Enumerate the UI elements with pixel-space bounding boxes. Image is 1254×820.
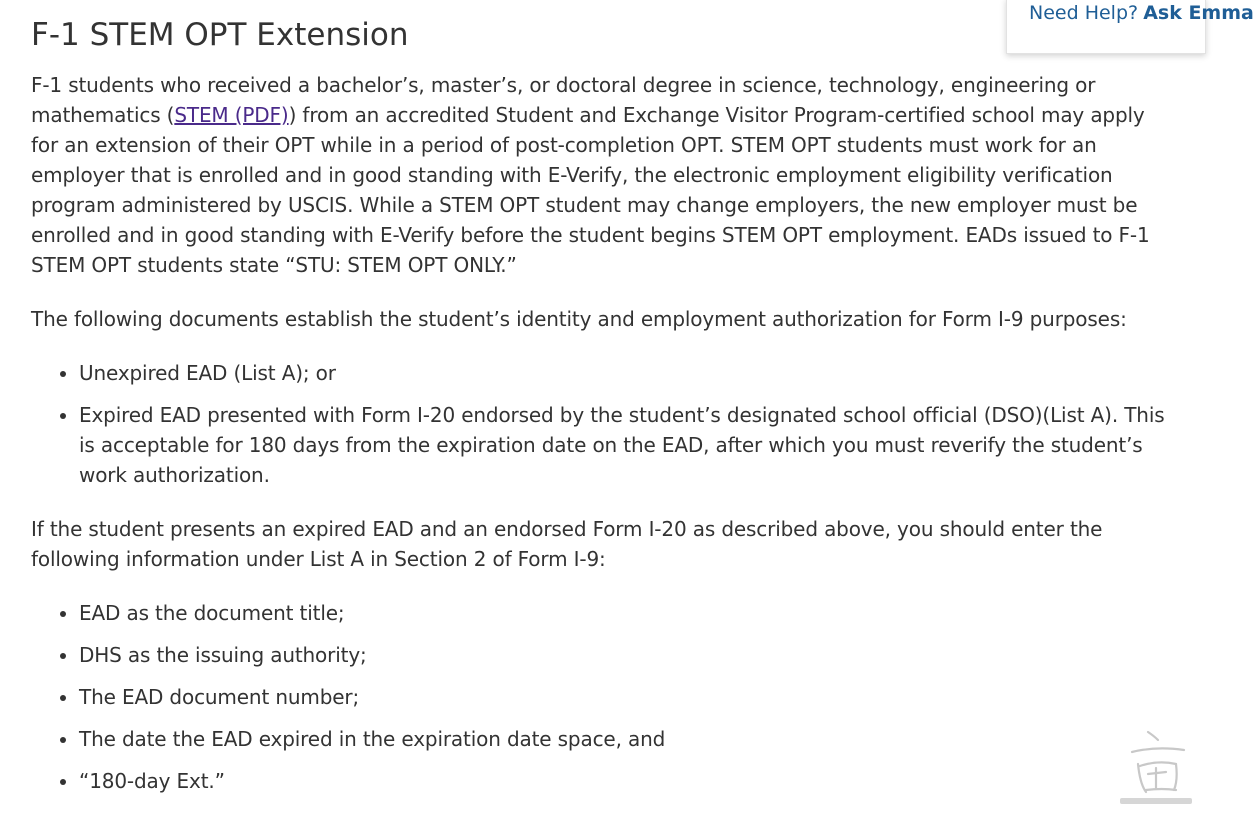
intro-paragraph <box>31 70 1171 280</box>
documents-lead: The following documents establish the student’s identity and employment authorization for Form I-9 purposes: <box>31 307 1127 331</box>
main-content <box>31 14 1171 820</box>
documents-list <box>31 358 1171 490</box>
need-help-widget[interactable] <box>1006 0 1254 54</box>
instructions-lead: If the student presents an expired EAD and an endorsed Form I-20 as described above, you should enter the following information under List A in Section 2 of Form I-9: <box>31 517 1103 571</box>
ask-emma-link[interactable]: Ask Emma <box>1143 2 1254 24</box>
instructions-list <box>31 598 1171 796</box>
intro-text-before: F-1 students who received a bachelor’s, master’s, or doctoral degree in science, technology, engineering or mathematics ( <box>31 73 1096 127</box>
list-item: • EAD as the document title; <box>79 598 1171 628</box>
need-help-label: Need Help? <box>1029 2 1139 24</box>
list-item: • “180-day Ext.” <box>79 766 1171 796</box>
list-item: • Expired EAD presented with Form I-20 endorsed by the student’s designated school official (DSO)(List A). This is acceptable for 180 days from the expiration date on the EAD, after which you must reverify the student’s work authorization. <box>79 400 1171 490</box>
list-item: • Unexpired EAD (List A); or <box>79 358 1171 388</box>
stem-pdf-link[interactable]: STEM (PDF) <box>174 103 289 127</box>
page-title: F-1 STEM OPT Extension <box>31 17 409 53</box>
intro-text-after: ) from an accredited Student and Exchange Visitor Program-certified school may apply for an extension of their OPT while in a period of post-completion OPT. STEM OPT students must work for an employer that is enrolled and in good standing with E-Verify, the electronic employment eligibility verification program administered by USCIS. While a STEM OPT student may change employers, the new employer must be enrolled and in good standing with E-Verify before the student begins STEM OPT employment. EADs issued to F-1 STEM OPT students state “STU: STEM OPT ONLY.” <box>31 103 1150 277</box>
list-item: • DHS as the issuing authority; <box>79 640 1171 670</box>
list-item: • The EAD document number; <box>79 682 1171 712</box>
list-item: • The date the EAD expired in the expiration date space, and <box>79 724 1171 754</box>
watermark-logo-icon <box>1118 726 1194 806</box>
